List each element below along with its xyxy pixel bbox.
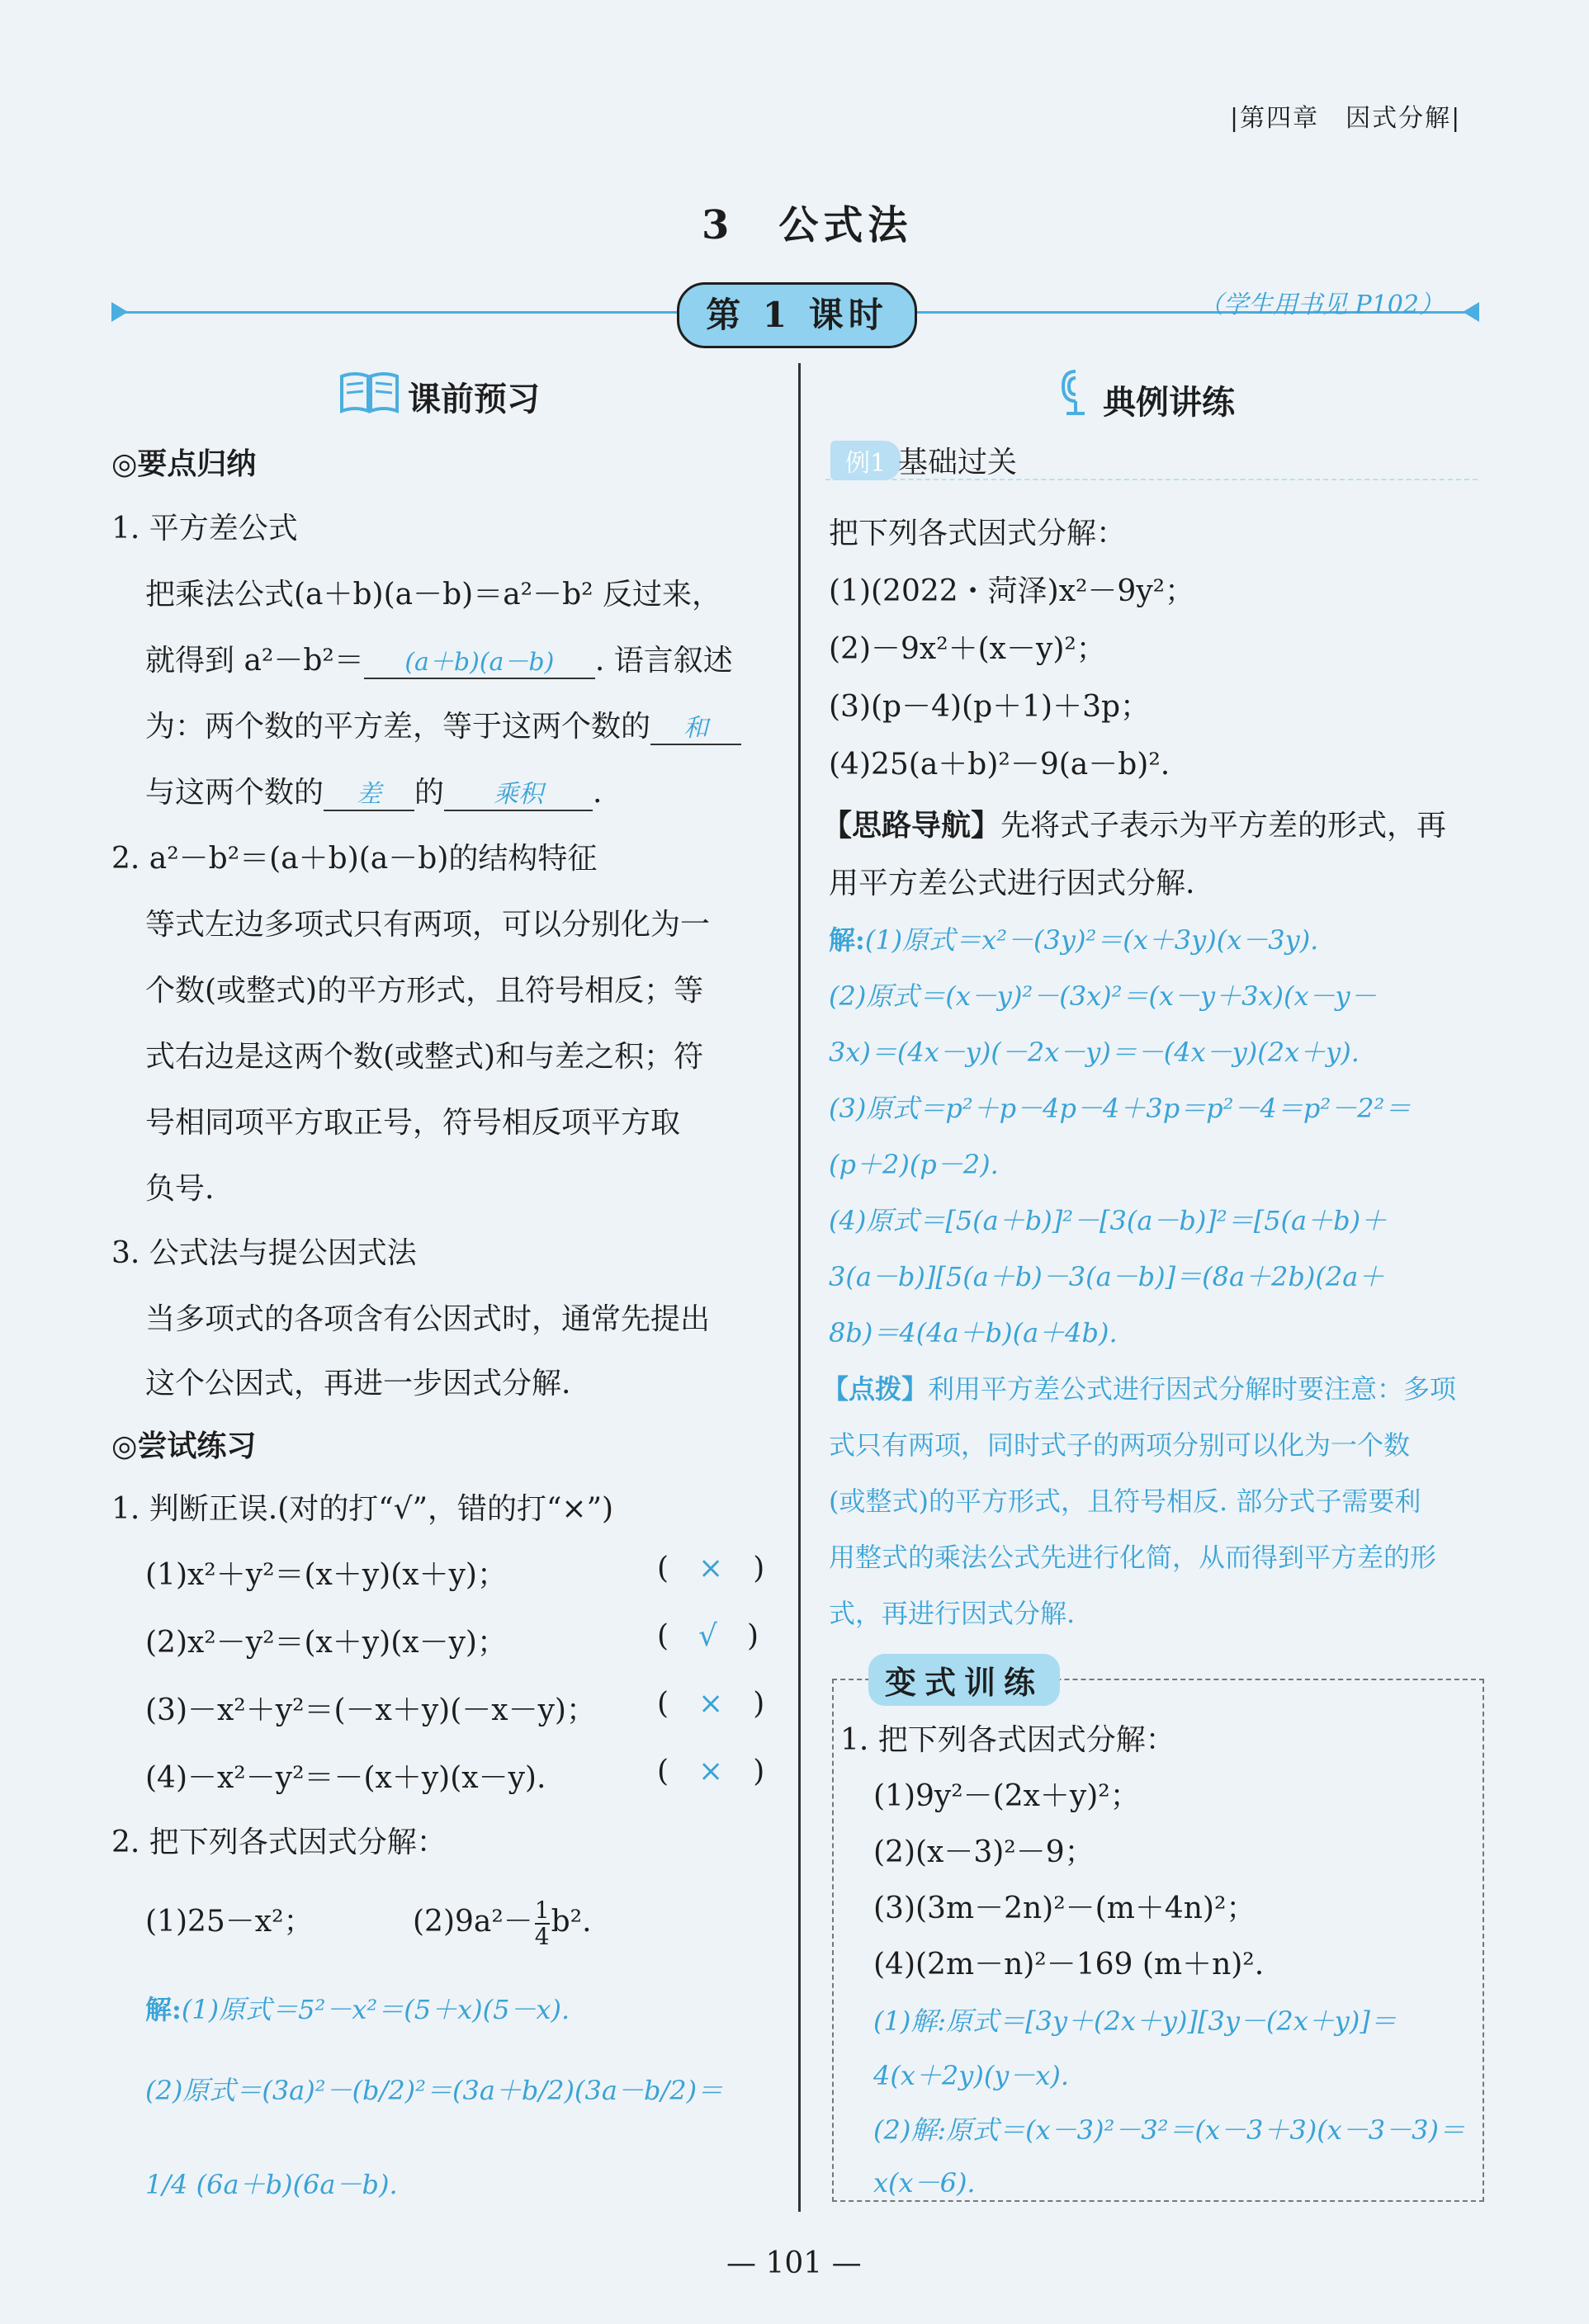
variant-question: 1. 把下列各式因式分解： (840, 1723, 1175, 1757)
point-1-line-2 (145, 637, 733, 679)
solution-1 (145, 1989, 570, 2027)
tip-line-1 (822, 1368, 1456, 1406)
fraction-quarter (535, 1898, 550, 1949)
judge-item-4: (4)－x²－y²＝－(x＋y)(x－y). (145, 1761, 546, 1795)
guide-line-1 (822, 802, 1446, 844)
banner-arrow-left-icon (111, 302, 128, 322)
example-solution-4: (3)原式＝p²＋p－4p－4＋3p＝p²－4＝p²－2²＝ (829, 1093, 1412, 1124)
example-solution-3: 3x)＝(4x－y)(－2x－y)＝－(4x－y)(2x＋y). (829, 1037, 1360, 1068)
point-1-line-2-tail: . 语言叙述 (594, 644, 733, 678)
judge-answer-4: ( × ) (657, 1755, 765, 1788)
fraction-numerator: 1 (534, 1897, 550, 1924)
solution-2: (2)原式＝(3a)²－(b/2)²＝(3a＋b/2)(3a－b/2)＝ (145, 2075, 724, 2106)
factor-item-b-tail: b². (551, 1905, 592, 1939)
judge-answer-1: ( × ) (657, 1552, 765, 1585)
example-stem: 把下列各式因式分解： (829, 517, 1127, 550)
banner-arrow-right-icon (1463, 302, 1479, 322)
point-1-line-4-text: 与这两个数的 (145, 776, 324, 810)
microphone-icon (1055, 368, 1096, 421)
chapter-header: |第四章 因式分解| (1230, 104, 1462, 133)
factor-item-b-text: (2)9a²－ (413, 1905, 533, 1939)
example-solution-1 (829, 919, 1318, 957)
solution-3: 1/4 (6a＋b)(6a－b). (145, 2169, 398, 2200)
student-book-ref: （学生用书见 P102） (1199, 290, 1444, 319)
guide-label: 【思路导航】 (822, 808, 1001, 843)
example-solution-label: 解: (829, 924, 865, 956)
example-item-2: (2)－9x²＋(x－y)²； (829, 632, 1106, 666)
tip-line-5: 式，再进行因式分解. (829, 1598, 1076, 1629)
example-item-3: (3)(p－4)(p＋1)＋3p； (829, 690, 1151, 724)
point-2-title: 2. a²－b²＝(a＋b)(a－b)的结构特征 (111, 842, 598, 876)
example-item-1: (1)(2022・菏泽)x²－9y²； (829, 574, 1195, 608)
variant-item-2: (2)(x－3)²－9； (873, 1835, 1095, 1869)
point-1-line-1: 把乘法公式(a＋b)(a－b)＝a²－b² 反过来， (145, 578, 722, 612)
answer-blank-difference: 差 (324, 773, 414, 811)
judge-answer-3: ( × ) (657, 1687, 765, 1721)
judge-answer-1-value: × (698, 1552, 724, 1585)
variant-solution-2: 4(x＋2y)(y－x). (873, 2060, 1070, 2091)
judge-answer-2-value: √ (698, 1619, 717, 1653)
point-3-title: 3. 公式法与提公因式法 (111, 1236, 417, 1270)
book-icon (338, 370, 400, 419)
example-solution-8: 8b)＝4(4a＋b)(a＋4b). (829, 1317, 1118, 1349)
point-2-line-2: 个数(或整式)的平方形式，且符号相反；等 (145, 974, 704, 1008)
judge-item-2: (2)x²－y²＝(x＋y)(x－y)； (145, 1626, 507, 1660)
section-title-examples: 典例讲练 (1103, 383, 1235, 422)
column-divider (798, 363, 801, 2212)
example-badge: 例1 (830, 441, 901, 480)
point-1-line-4 (145, 769, 602, 811)
variant-solution-1: (1)解:原式＝[3y＋(2x＋y)][3y－(2x＋y)]＝ (873, 2005, 1397, 2037)
sub-key-points: ◎要点归纳 (111, 446, 257, 481)
example-solution-2: (2)原式＝(x－y)²－(3x)²＝(x－y＋3x)(x－y－ (829, 980, 1377, 1012)
page-number: — 101 — (726, 2246, 862, 2280)
tip-line-2: 式只有两项，同时式子的两项分别可以化为一个数 (829, 1429, 1411, 1461)
question-2-title: 2. 把下列各式因式分解： (111, 1826, 447, 1859)
point-1-title: 1. 平方差公式 (111, 512, 298, 546)
question-1-title: 1. 判断正误.(对的打“√”，错的打“×”) (111, 1492, 614, 1526)
factor-item-b (413, 1898, 592, 1949)
judge-answer-4-value: × (698, 1755, 724, 1788)
sub-try-practice: ◎尝试练习 (111, 1429, 257, 1463)
point-3-line-2: 这个公因式，再进一步因式分解. (145, 1367, 571, 1401)
fraction-denominator: 4 (534, 1923, 550, 1950)
page-title: 3 公式法 (702, 202, 913, 248)
tip-label: 【点拨】 (822, 1373, 929, 1405)
variant-training-title: 变式训练 (868, 1654, 1060, 1706)
point-1-line-4-tail: . (593, 776, 603, 810)
variant-item-4: (4)(2m－n)²－169 (m＋n)². (873, 1948, 1265, 1982)
section-title-preview: 课前预习 (408, 380, 540, 418)
solution-label: 解: (145, 1994, 182, 2025)
judge-answer-2: ( √ ) (657, 1619, 759, 1653)
point-3-line-1: 当多项式的各项含有公因式时，通常先提出 (145, 1302, 711, 1336)
tip-line-4: 用整式的乘法公式先进行化简，从而得到平方差的形 (829, 1542, 1437, 1573)
variant-solution-3: (2)解:原式＝(x－3)²－3²＝(x－3＋3)(x－3－3)＝ (873, 2114, 1465, 2146)
example-solution-5: (p＋2)(p－2). (829, 1149, 999, 1180)
guide-line-2: 用平方差公式进行因式分解. (829, 867, 1195, 900)
solution-1-text: (1)原式＝5²－x²＝(5＋x)(5－x). (181, 1994, 570, 2025)
example-solution-7: 3(a－b)][5(a＋b)－3(a－b)]＝(8a＋2b)(2a＋ (829, 1261, 1385, 1292)
answer-blank-sum: 和 (650, 707, 741, 745)
example-solution-1-text: (1)原式＝x²－(3y)²＝(x＋3y)(x－3y). (864, 924, 1319, 956)
judge-item-1: (1)x²＋y²＝(x＋y)(x＋y)； (145, 1558, 507, 1592)
judge-item-3: (3)－x²＋y²＝(－x＋y)(－x－y)； (145, 1693, 596, 1727)
tip-line-1-text: 利用平方差公式进行因式分解时要注意：多项 (928, 1373, 1457, 1405)
point-1-line-4-mid: 的 (414, 776, 445, 810)
point-2-line-3: 式右边是这两个数(或整式)和与差之积；符 (145, 1040, 704, 1074)
variant-item-1: (1)9y²－(2x＋y)²； (873, 1779, 1140, 1813)
variant-item-3: (3)(3m－2n)²－(m＋4n)²； (873, 1892, 1256, 1925)
judge-answer-3-value: × (698, 1687, 724, 1721)
tip-line-3: (或整式)的平方形式，且符号相反. 部分式子需要利 (829, 1486, 1421, 1517)
guide-line-1-text: 先将式子表示为平方差的形式，再 (1000, 809, 1447, 843)
example-title: 基础过关 (898, 446, 1018, 479)
variant-solution-4: x(x－6). (873, 2167, 976, 2199)
point-1-line-3-text: 为：两个数的平方差，等于这两个数的 (145, 710, 651, 744)
point-2-line-4: 号相同项平方取正号，符号相反项平方取 (145, 1106, 681, 1140)
lesson-banner: 第 1 课时 (677, 282, 917, 348)
point-1-line-2-text: 就得到 a²－b²＝ (145, 644, 364, 678)
example-item-4: (4)25(a＋b)²－9(a－b)². (829, 748, 1170, 782)
point-1-line-3 (145, 703, 741, 745)
answer-blank-product: 乘积 (444, 773, 593, 811)
answer-blank-formula: (a＋b)(a－b) (364, 641, 595, 679)
point-2-line-1: 等式左边多项式只有两项，可以分别化为一 (145, 908, 711, 942)
point-2-line-5: 负号. (145, 1172, 215, 1206)
example-solution-6: (4)原式＝[5(a＋b)]²－[3(a－b)]²＝[5(a＋b)＋ (829, 1205, 1388, 1236)
factor-item-a: (1)25－x²； (145, 1905, 314, 1939)
